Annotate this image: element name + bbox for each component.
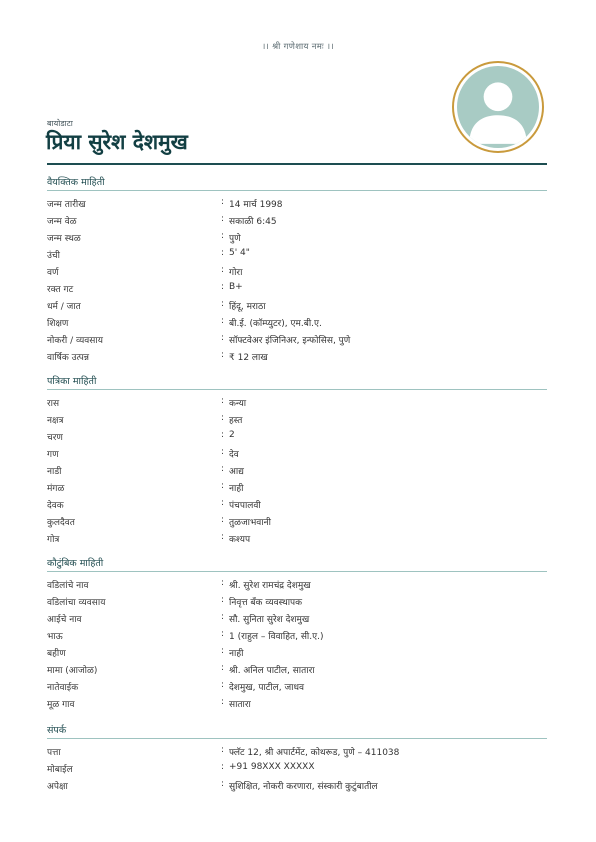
detail-value: कश्यप bbox=[229, 535, 251, 545]
detail-separator: : bbox=[221, 214, 225, 224]
detail-separator: : bbox=[221, 515, 225, 525]
detail-label: नातेवाईक bbox=[47, 683, 79, 693]
detail-value: ₹ 12 लाख bbox=[229, 353, 268, 363]
section-divider bbox=[47, 190, 547, 191]
detail-value: पंचपालवी bbox=[229, 501, 261, 511]
detail-row bbox=[47, 663, 547, 680]
detail-value: फ्लॅट 12, श्री अपार्टमेंट, कोथरूड, पुणे – 411038 bbox=[229, 748, 400, 758]
detail-row bbox=[47, 578, 547, 595]
detail-row bbox=[47, 498, 547, 515]
detail-label: रक्त गट bbox=[47, 285, 74, 295]
detail-value: कन्या bbox=[229, 399, 247, 409]
detail-separator: : bbox=[221, 316, 225, 326]
detail-value: आद्य bbox=[229, 467, 244, 477]
detail-label: बहीण bbox=[47, 649, 66, 659]
section-title: कौटुंबिक माहिती bbox=[47, 558, 104, 569]
detail-value: गोरा bbox=[229, 268, 243, 278]
detail-separator: : bbox=[221, 745, 225, 755]
detail-separator: : bbox=[221, 333, 225, 343]
detail-row bbox=[47, 629, 547, 646]
detail-label: रास bbox=[47, 399, 60, 409]
detail-label: जन्म स्थळ bbox=[47, 234, 81, 244]
detail-row bbox=[47, 282, 547, 299]
detail-row bbox=[47, 413, 547, 430]
detail-separator: : bbox=[221, 663, 225, 673]
detail-separator: : bbox=[221, 464, 225, 474]
detail-separator: : bbox=[221, 680, 225, 690]
detail-label: आईचे नाव bbox=[47, 615, 82, 625]
detail-row bbox=[47, 595, 547, 612]
detail-separator: : bbox=[221, 595, 225, 605]
detail-value: देव bbox=[229, 450, 239, 460]
detail-value: नाही bbox=[229, 649, 244, 659]
detail-label: कुलदैवत bbox=[47, 518, 75, 528]
section-divider bbox=[47, 738, 547, 739]
detail-row bbox=[47, 231, 547, 248]
section-divider bbox=[47, 571, 547, 572]
detail-separator: : bbox=[221, 629, 225, 639]
section-title: पत्रिका माहिती bbox=[47, 376, 97, 387]
profile-photo bbox=[452, 61, 544, 153]
detail-row bbox=[47, 430, 547, 447]
detail-label: शिक्षण bbox=[47, 319, 69, 329]
detail-separator: : bbox=[221, 197, 225, 207]
detail-value: श्री. सुरेश रामचंद्र देशमुख bbox=[229, 581, 311, 591]
detail-separator: : bbox=[221, 248, 225, 258]
detail-value: हस्त bbox=[229, 416, 243, 426]
detail-value: देशमुख, पाटील, जाधव bbox=[229, 683, 305, 693]
detail-row bbox=[47, 779, 547, 796]
title-divider bbox=[47, 163, 547, 165]
detail-row bbox=[47, 316, 547, 333]
section-title: संपर्क bbox=[47, 725, 67, 736]
detail-separator: : bbox=[221, 430, 225, 440]
detail-separator: : bbox=[221, 299, 225, 309]
detail-separator: : bbox=[221, 498, 225, 508]
detail-value: सकाळी 6:45 bbox=[229, 217, 277, 227]
detail-row bbox=[47, 697, 547, 714]
detail-separator: : bbox=[221, 265, 225, 275]
detail-label: मोबाईल bbox=[47, 765, 73, 775]
detail-separator: : bbox=[221, 413, 225, 423]
detail-row bbox=[47, 612, 547, 629]
detail-label: पत्ता bbox=[47, 748, 61, 758]
detail-row bbox=[47, 532, 547, 549]
detail-row bbox=[47, 646, 547, 663]
detail-value: 2 bbox=[229, 430, 235, 440]
detail-label: नक्षत्र bbox=[47, 416, 64, 426]
detail-separator: : bbox=[221, 282, 225, 292]
detail-label: मामा (आजोळ) bbox=[47, 666, 98, 676]
detail-label: वार्षिक उत्पन्न bbox=[47, 353, 89, 363]
detail-value: तुळजाभवानी bbox=[229, 518, 271, 528]
detail-row bbox=[47, 447, 547, 464]
detail-row bbox=[47, 745, 547, 762]
detail-value: सौ. सुनिता सुरेश देशमुख bbox=[229, 615, 310, 625]
detail-row bbox=[47, 333, 547, 350]
detail-value: सुशिक्षित, नोकरी करणारा, संस्कारी कुटुंबातील bbox=[229, 782, 378, 792]
detail-label: धर्म / जात bbox=[47, 302, 81, 312]
detail-separator: : bbox=[221, 532, 225, 542]
detail-label: वर्ण bbox=[47, 268, 59, 278]
detail-row bbox=[47, 396, 547, 413]
invocation-text: ।। श्री गणेशाय नमः ।। bbox=[262, 42, 334, 52]
detail-row bbox=[47, 350, 547, 367]
detail-label: भाऊ bbox=[47, 632, 63, 642]
detail-label: उंची bbox=[47, 251, 60, 261]
detail-label: वडिलांचा व्यवसाय bbox=[47, 598, 106, 608]
detail-row bbox=[47, 680, 547, 697]
person-placeholder-icon bbox=[457, 66, 539, 148]
detail-separator: : bbox=[221, 447, 225, 457]
detail-label: देवक bbox=[47, 501, 64, 511]
detail-label: जन्म तारीख bbox=[47, 200, 86, 210]
detail-label: गोत्र bbox=[47, 535, 60, 545]
detail-value: हिंदू, मराठा bbox=[229, 302, 266, 312]
detail-row bbox=[47, 762, 547, 779]
detail-separator: : bbox=[221, 646, 225, 656]
detail-separator: : bbox=[221, 481, 225, 491]
detail-value: सातारा bbox=[229, 700, 251, 710]
detail-separator: : bbox=[221, 779, 225, 789]
detail-row bbox=[47, 214, 547, 231]
detail-separator: : bbox=[221, 578, 225, 588]
detail-value: सॉफ्टवेअर इंजिनिअर, इन्फोसिस, पुणे bbox=[229, 336, 351, 346]
detail-separator: : bbox=[221, 762, 225, 772]
detail-label: गण bbox=[47, 450, 59, 460]
detail-label: जन्म वेळ bbox=[47, 217, 77, 227]
document-label: बायोडाटा bbox=[47, 119, 73, 128]
detail-row bbox=[47, 515, 547, 532]
section-divider bbox=[47, 389, 547, 390]
detail-separator: : bbox=[221, 231, 225, 241]
section-title: वैयक्तिक माहिती bbox=[47, 177, 105, 188]
detail-row bbox=[47, 464, 547, 481]
detail-row bbox=[47, 248, 547, 265]
detail-label: नाडी bbox=[47, 467, 62, 477]
detail-value: पुणे bbox=[229, 234, 241, 244]
detail-separator: : bbox=[221, 612, 225, 622]
detail-value: निवृत्त बँक व्यवस्थापक bbox=[229, 598, 303, 608]
detail-value: बी.ई. (कॉम्प्युटर), एम.बी.ए. bbox=[229, 319, 322, 329]
detail-label: मंगळ bbox=[47, 484, 65, 494]
detail-label: चरण bbox=[47, 433, 63, 443]
detail-value: श्री. अनिल पाटील, सातारा bbox=[229, 666, 315, 676]
detail-label: वडिलांचे नाव bbox=[47, 581, 89, 591]
detail-value: 14 मार्च 1998 bbox=[229, 200, 283, 210]
detail-value: +91 98XXX XXXXX bbox=[229, 762, 315, 772]
detail-row bbox=[47, 299, 547, 316]
detail-value: 1 (राहुल – विवाहित, सी.ए.) bbox=[229, 632, 324, 642]
detail-value: नाही bbox=[229, 484, 244, 494]
candidate-name: प्रिया सुरेश देशमुख bbox=[46, 130, 188, 154]
detail-row bbox=[47, 481, 547, 498]
detail-separator: : bbox=[221, 350, 225, 360]
detail-row bbox=[47, 265, 547, 282]
detail-value: B+ bbox=[229, 282, 243, 292]
detail-value: 5' 4" bbox=[229, 248, 250, 258]
detail-separator: : bbox=[221, 396, 225, 406]
detail-label: मूळ गाव bbox=[47, 700, 75, 710]
detail-label: अपेक्षा bbox=[47, 782, 68, 792]
detail-row bbox=[47, 197, 547, 214]
detail-label: नोकरी / व्यवसाय bbox=[47, 336, 103, 346]
detail-separator: : bbox=[221, 697, 225, 707]
